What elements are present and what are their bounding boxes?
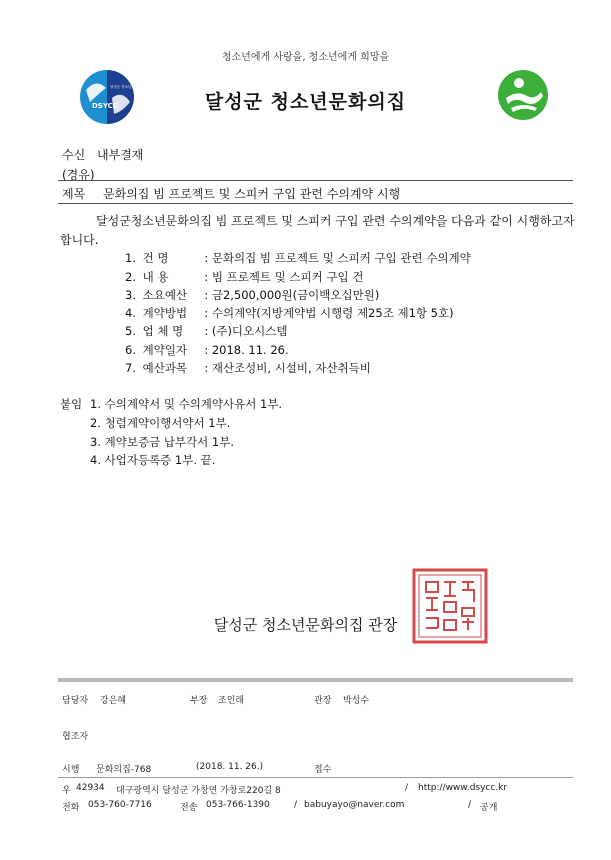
right-logo <box>497 68 549 122</box>
attachment-item: 3. 계약보증금 납부각서 1부. <box>90 435 234 449</box>
item-value: 문화의집 빔 프로젝트 및 스피커 구입 관련 수의계약 <box>211 251 471 265</box>
slogan: 청소년에게 사랑을, 청소년에게 희망을 <box>221 52 390 63</box>
item-num: 5. <box>125 324 136 338</box>
item-num: 4. <box>125 306 136 320</box>
fax-label: 전송 <box>180 803 198 813</box>
item-value: 빔 프로젝트 및 스피커 구입 건 <box>211 270 364 284</box>
phone-label: 전화 <box>62 803 80 813</box>
list-item <box>125 360 371 376</box>
list-item <box>125 287 379 303</box>
drafter-label: 담당자 <box>62 696 89 706</box>
url-separator: / <box>405 783 409 793</box>
list-item <box>125 269 363 285</box>
doc-number: 문화의집-768 <box>96 765 152 775</box>
subject-label: 제목 <box>62 187 86 201</box>
recipient-row <box>62 146 143 163</box>
drafter-name: 강은혜 <box>100 696 127 706</box>
item-key: 소요예산 <box>142 288 188 302</box>
official-seal <box>412 568 488 644</box>
attachment-item: 2. 청렴계약이행서약서 1부. <box>90 416 231 430</box>
item-num: 1. <box>125 251 136 265</box>
enforcement-date: (2018. 11. 26.) <box>196 762 264 772</box>
cooperator-label: 협조자 <box>62 732 89 742</box>
attachment-item: 4. 사업자등록증 1부. 끝. <box>90 453 216 467</box>
intro-line-2: 합니다. <box>60 233 99 247</box>
item-num: 2. <box>125 270 136 284</box>
item-num: 3. <box>125 288 136 302</box>
enforcement-label: 시행 <box>62 765 80 775</box>
fax-number: 053-766-1390 <box>206 800 270 810</box>
item-value: (주)디오시스템 <box>211 324 288 338</box>
item-key: 계약일자 <box>142 343 188 357</box>
item-sep: : <box>204 270 209 284</box>
item-key: 계약방법 <box>142 306 188 320</box>
item-value: 2018. 11. 26. <box>211 343 289 357</box>
attachment-label: 붙임 <box>60 397 83 411</box>
item-sep: : <box>204 251 209 265</box>
item-sep: : <box>204 306 209 320</box>
disclosure-status: 공개 <box>480 803 498 813</box>
address: 대구광역시 달성군 가창면 가창로220길 8 <box>116 786 281 796</box>
item-sep: : <box>204 361 209 375</box>
email-separator: / <box>294 800 298 810</box>
homepage-url: http://www.dsycc.kr <box>418 783 508 793</box>
subject-top-rule <box>58 180 573 181</box>
footer-rule <box>58 777 573 778</box>
recipient-label: 수신 <box>62 148 86 162</box>
public-separator: / <box>468 800 472 810</box>
director-label: 관장 <box>314 696 332 706</box>
dept-head-name: 조인래 <box>218 696 245 706</box>
email-address: babuyayo@naver.com <box>304 800 405 810</box>
item-num: 7. <box>125 361 136 375</box>
left-logo-text: DSYCC <box>92 102 118 110</box>
item-key: 건 명 <box>142 251 169 265</box>
item-value: 금2,500,000원(금이백오십만원) <box>211 288 380 302</box>
list-item <box>125 305 454 321</box>
dept-head-label: 부장 <box>190 696 208 706</box>
item-num: 6. <box>125 343 136 357</box>
list-item <box>125 342 289 358</box>
org-title: 달성군 청소년문화의집 <box>204 91 407 113</box>
director-name: 박성수 <box>343 696 370 706</box>
item-key: 내 용 <box>142 270 169 284</box>
phone-number: 053-760-7716 <box>88 800 152 810</box>
intro-line-1: 달성군청소년문화의집 빔 프로젝트 및 스피커 구입 관련 수의계약을 다음과 같이 시행하고자 <box>96 214 575 228</box>
signer-title: 달성군 청소년문화의집 관장 <box>213 616 398 634</box>
item-key: 업 체 명 <box>142 324 184 338</box>
item-key: 예산과목 <box>142 361 188 375</box>
list-item <box>125 250 471 266</box>
postal-prefix: 우 <box>62 786 71 796</box>
attachment-item: 1. 수의계약서 및 수의계약사유서 1부. <box>90 397 283 411</box>
item-value: 수의계약(지방계약법 시행령 제25조 제1항 5호) <box>211 306 454 320</box>
approval-divider <box>58 678 573 682</box>
item-sep: : <box>204 343 209 357</box>
left-logo-small-text: 달성군 청소년문화의집 <box>110 85 145 89</box>
item-sep: : <box>204 324 209 338</box>
recipient-value: 내부결재 <box>97 148 144 162</box>
subject-row <box>62 185 400 202</box>
item-sep: : <box>204 288 209 302</box>
item-value: 재산조성비, 시설비, 자산취득비 <box>211 361 371 375</box>
postal-code: 42934 <box>76 783 105 793</box>
via-label: (경유) <box>62 168 95 182</box>
list-item <box>125 323 287 339</box>
receipt-label: 접수 <box>314 765 332 775</box>
subject-value: 문화의집 빔 프로젝트 및 스피커 구입 관련 수의계약 시행 <box>103 187 401 201</box>
subject-bottom-rule <box>58 203 573 204</box>
